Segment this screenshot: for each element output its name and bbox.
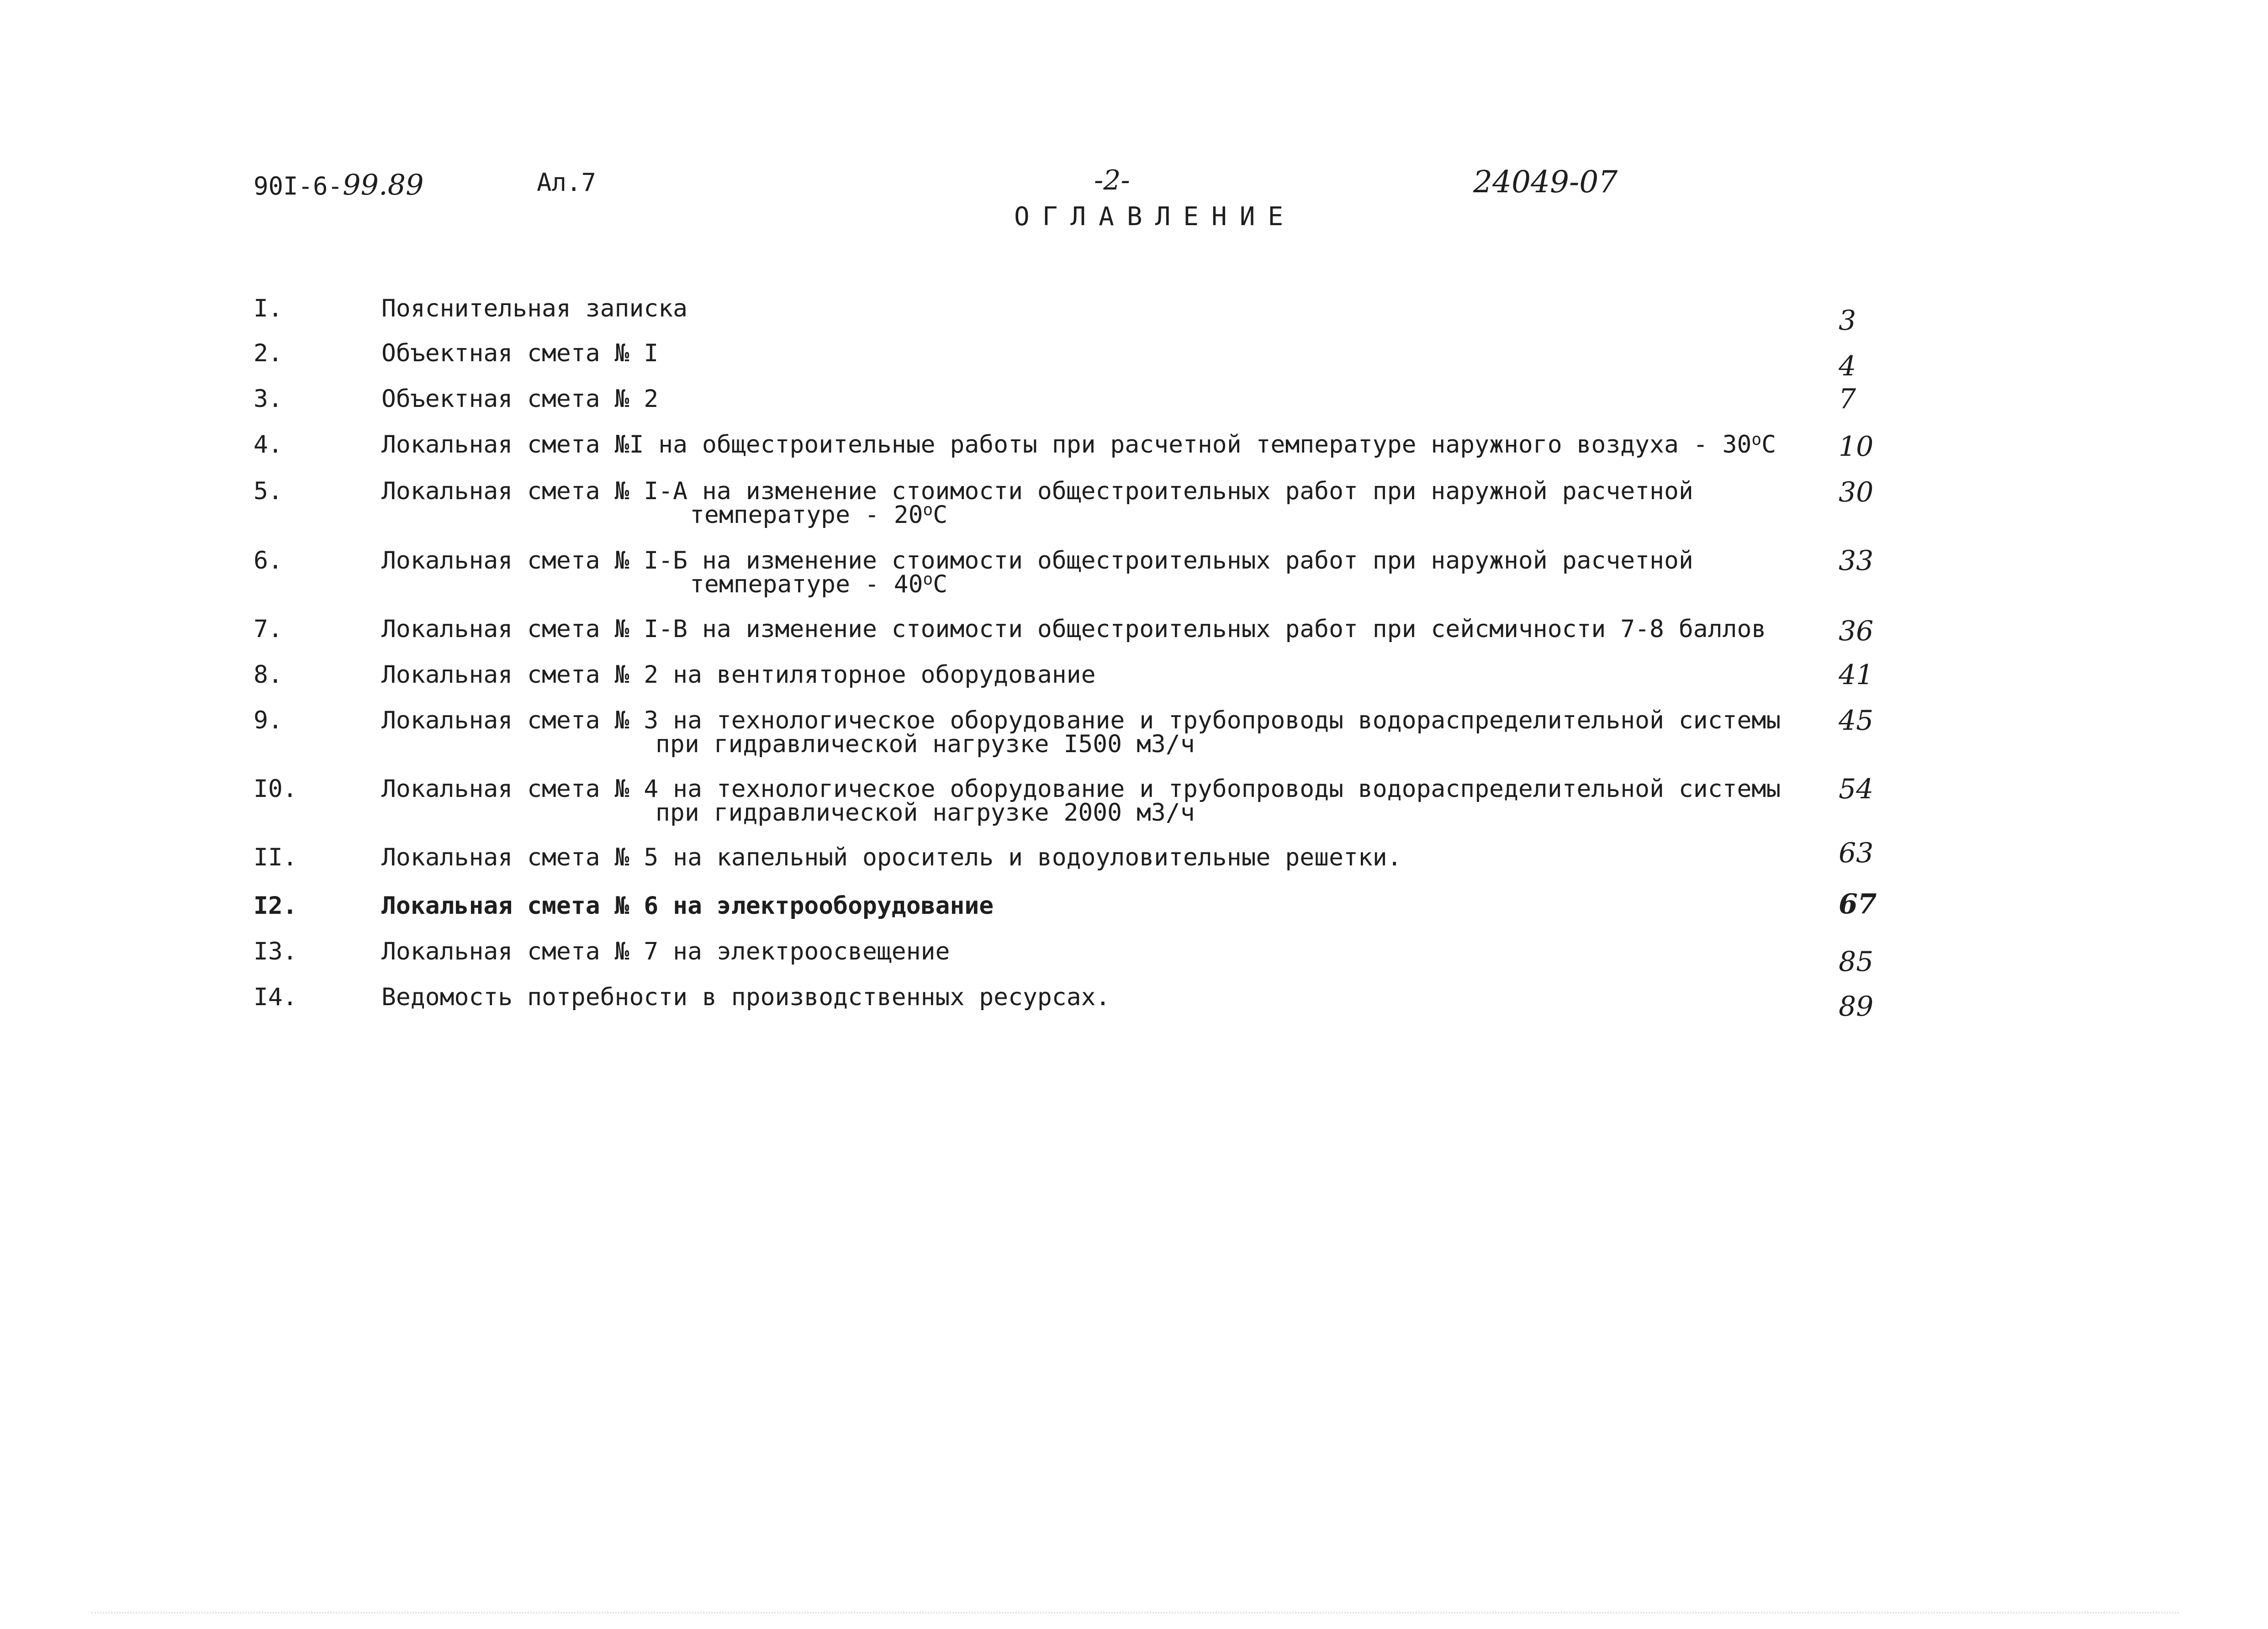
page-number: -2- — [1094, 164, 1130, 196]
toc-page: 10 — [1839, 431, 1874, 463]
toc-page: 54 — [1839, 773, 1874, 805]
toc-number: 2. — [254, 339, 283, 367]
scan-edge-line — [91, 1612, 2179, 1613]
toc-page: 33 — [1839, 545, 1874, 577]
toc-title: Локальная смета № 2 на вентиляторное оборудование — [381, 661, 1096, 689]
toc-title: Ведомость потребности в производственных ресурсах. — [381, 983, 1110, 1011]
toc-number: I3. — [254, 938, 297, 965]
toc-page: 67 — [1839, 888, 1877, 920]
document-code-handwritten: 99.89 — [343, 168, 424, 201]
toc-page: 85 — [1839, 946, 1874, 978]
toc-page: 63 — [1839, 837, 1874, 869]
toc-title: Локальная смета №I на общестроительные работы при расчетной температуре наружного воздуха - $30^оС$ — [381, 430, 1776, 459]
toc-page: 89 — [1839, 991, 1874, 1023]
toc-number: I. — [254, 295, 283, 322]
toc-number: I2. — [254, 892, 297, 920]
toc-title: Локальная смета № I-В на изменение стоимости общестроительных работ при сейсмичности 7-8 баллов — [381, 615, 1766, 643]
toc-title: Локальная смета № 7 на электроосвещение — [381, 938, 950, 965]
toc-page: 3 — [1839, 305, 1856, 337]
toc-number: II. — [254, 843, 297, 871]
toc-number: 9. — [254, 706, 283, 734]
toc-page: 45 — [1839, 705, 1874, 737]
toc-title: Локальная смета № 4 на технологическое оборудование и трубопроводы водораспределительной системы при гидравлической нагрузке 2000 м3/ч — [381, 775, 1781, 827]
registration-number: 24049-07 — [1473, 164, 1618, 200]
toc-number: I0. — [254, 775, 297, 803]
toc-number: 3. — [254, 385, 283, 413]
sheet-label: Ал.7 — [537, 168, 597, 197]
toc-title: Локальная смета № 6 на электрооборудование — [381, 892, 994, 920]
toc-page: 4 — [1839, 350, 1856, 382]
document-code — [254, 168, 424, 201]
toc-page: 7 — [1839, 383, 1856, 415]
toc-title: Локальная смета № 3 на технологическое оборудование и трубопроводы водораспределительной системы при гидравлической нагрузке I500 м3/ч — [381, 706, 1781, 758]
toc-number: I4. — [254, 983, 297, 1011]
toc-title: Локальная смета № I-Б на изменение стоимости общестроительных работ при наружной расчетной температуре - $40^оС$ — [381, 547, 1693, 598]
toc-number: 7. — [254, 615, 283, 643]
toc-title: Локальная смета № I-А на изменение стоимости общестроительных работ при наружной расчетной температуре - $20^оС$ — [381, 477, 1693, 529]
toc-number: 8. — [254, 661, 283, 689]
toc-title: Локальная смета № 5 на капельный ороситель и водоуловительные решетки. — [381, 843, 1402, 871]
toc-page: 30 — [1839, 476, 1874, 508]
toc-title: Объектная смета № I — [381, 339, 659, 367]
toc-title: Пояснительная записка — [381, 295, 688, 322]
toc-number: 6. — [254, 547, 283, 575]
page-title: ОГЛАВЛЕНИЕ — [1014, 202, 1296, 232]
toc-number: 5. — [254, 477, 283, 505]
toc-page: 36 — [1839, 615, 1874, 647]
toc-title: Объектная смета № 2 — [381, 385, 659, 413]
toc-number: 4. — [254, 431, 283, 459]
toc-page: 41 — [1839, 659, 1874, 691]
document-code-printed: 90I-6- — [254, 172, 343, 200]
